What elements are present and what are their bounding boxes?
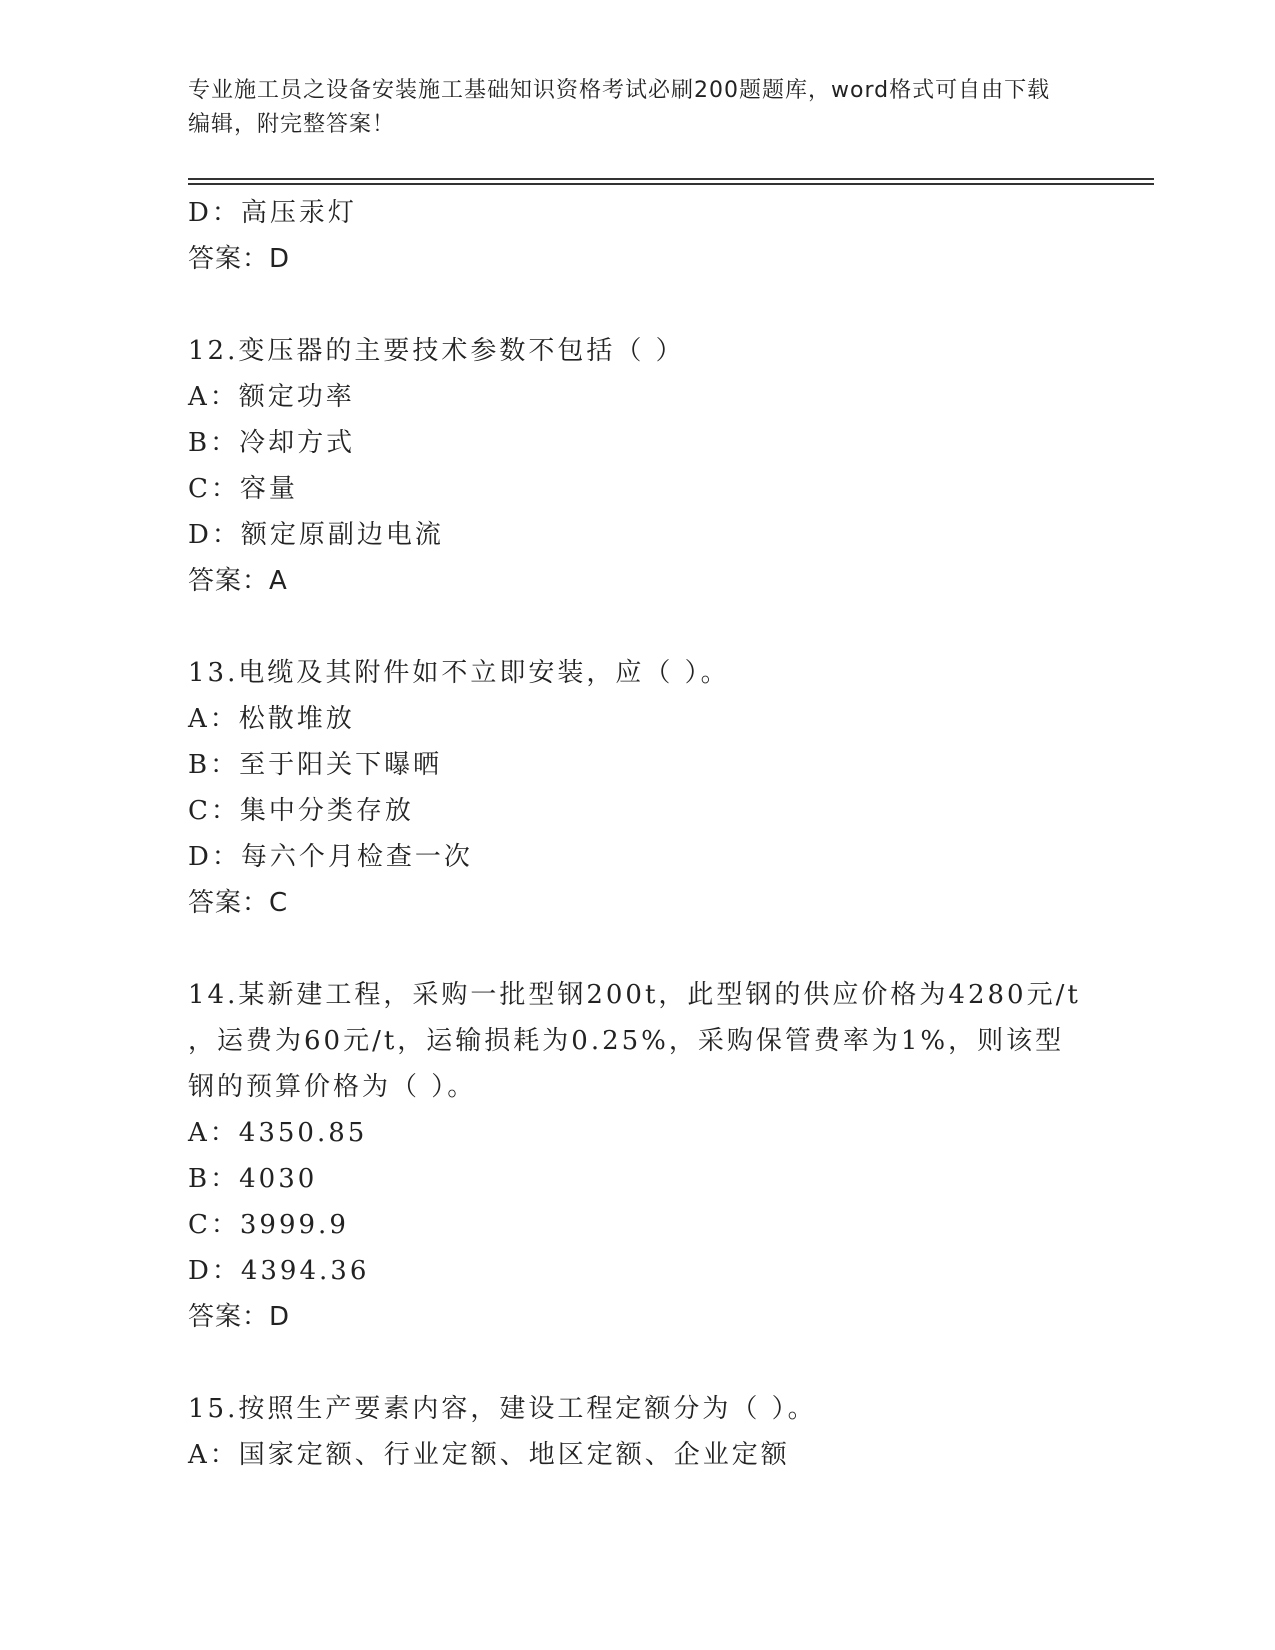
q14-option-d: D：4394.36 (188, 1256, 370, 1286)
q14-option-b: B：4030 (188, 1164, 318, 1194)
question-14-line-1: 14.某新建工程，采购一批型钢200t，此型钢的供应价格为4280元/t (188, 980, 1081, 1010)
spacer (188, 1340, 1088, 1386)
q12-option-c: C：容量 (188, 474, 298, 504)
q15-option-a: A：国家定额、行业定额、地区定额、企业定额 (188, 1440, 790, 1470)
prev-answer: 答案：D (188, 244, 291, 274)
question-12: 12.变压器的主要技术参数不包括（ ） (188, 336, 685, 366)
q13-option-b: B：至于阳关下曝晒 (188, 750, 443, 780)
q12-answer: 答案：A (188, 566, 288, 596)
question-13: 13.电缆及其附件如不立即安装，应（ ）。 (188, 658, 730, 688)
header-divider-bottom (188, 183, 1154, 185)
question-content (188, 190, 1088, 1478)
spacer (188, 926, 1088, 972)
q14-option-a: A：4350.85 (188, 1118, 368, 1148)
q12-option-d: D：额定原副边电流 (188, 520, 444, 550)
q13-option-a: A：松散堆放 (188, 704, 355, 734)
q12-option-b: B：冷却方式 (188, 428, 356, 458)
prev-option-d: D：高压汞灯 (188, 198, 357, 228)
q14-answer: 答案：D (188, 1302, 291, 1332)
q13-option-c: C：集中分类存放 (188, 796, 414, 826)
document-header: 专业施工员之设备安装施工基础知识资格考试必刷200题题库，word格式可自由下载编辑，附完整答案！ (188, 78, 1051, 137)
question-15: 15.按照生产要素内容，建设工程定额分为（ ）。 (188, 1394, 817, 1424)
spacer (188, 282, 1088, 328)
q14-option-c: C：3999.9 (188, 1210, 349, 1240)
question-14-line-3: 钢的预算价格为（ ）。 (188, 1072, 477, 1102)
q13-option-d: D：每六个月检查一次 (188, 842, 473, 872)
q13-answer: 答案：C (188, 888, 289, 918)
question-14-line-2: ，运费为60元/t，运输损耗为0.25%，采购保管费率为1%，则该型 (188, 1026, 1065, 1056)
q12-option-a: A：额定功率 (188, 382, 355, 412)
header-divider-top (188, 178, 1154, 180)
spacer (188, 604, 1088, 650)
